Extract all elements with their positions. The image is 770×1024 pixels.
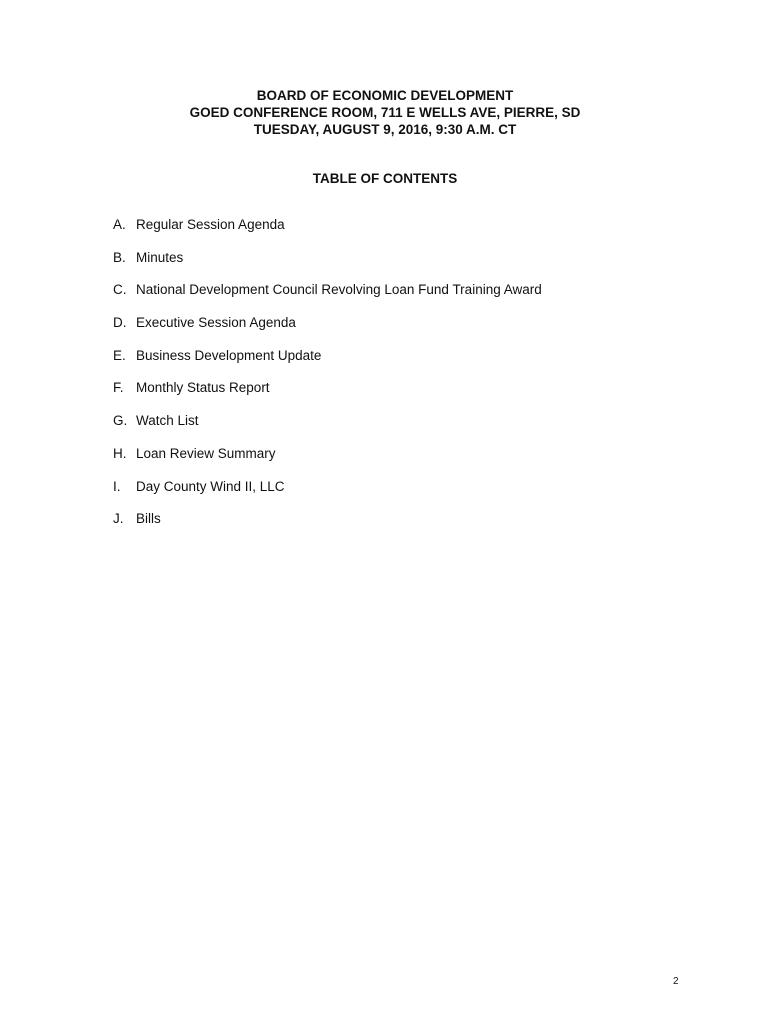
toc-item-executive-session-agenda [113, 314, 542, 347]
page-number: 2 [673, 976, 679, 987]
toc-item-business-development-update [113, 347, 542, 380]
toc-item-monthly-status-report [113, 379, 542, 412]
toc-item-loan-review-summary [113, 445, 542, 478]
toc-list [113, 216, 542, 543]
toc-item-label: Executive Session Agenda [136, 315, 296, 331]
header-date: TUESDAY, AUGUST 9, 2016, 9:30 A.M. CT [253, 122, 517, 137]
document-header [0, 87, 770, 138]
toc-item-letter: C. [113, 282, 127, 298]
toc-item-label: National Development Council Revolving Loan Fund Training Award [136, 282, 542, 298]
toc-item-letter: A. [113, 217, 126, 232]
toc-item-letter: H. [113, 445, 127, 461]
toc-item-letter: B. [113, 249, 126, 265]
toc-item-label: Bills [136, 511, 161, 527]
toc-item-day-county-wind [113, 478, 542, 511]
toc-item-label: Minutes [136, 249, 184, 265]
toc-item-letter: G. [113, 413, 128, 429]
toc-item-letter: E. [113, 347, 126, 363]
toc-item-label: Loan Review Summary [136, 445, 276, 461]
toc-item-label: Business Development Update [136, 347, 322, 363]
toc-item-label: Monthly Status Report [136, 380, 270, 396]
header-title: BOARD OF ECONOMIC DEVELOPMENT [256, 88, 514, 103]
toc-item-bills [113, 510, 542, 543]
toc-item-label: Day County Wind II, LLC [136, 478, 285, 494]
toc-item-ndc-training-award [113, 281, 542, 314]
toc-item-letter: F. [113, 380, 124, 396]
toc-item-letter: J. [113, 511, 124, 527]
toc-item-label: Regular Session Agenda [136, 217, 285, 232]
toc-item-letter: I. [113, 478, 121, 494]
toc-item-letter: D. [113, 315, 127, 331]
toc-title: TABLE OF CONTENTS [312, 171, 458, 186]
header-location: GOED CONFERENCE ROOM, 711 E WELLS AVE, PIERRE, SD [189, 105, 581, 120]
toc-item-watch-list [113, 412, 542, 445]
toc-item-label: Watch List [136, 413, 199, 429]
toc-item-minutes [113, 249, 542, 282]
toc-item-regular-session-agenda [113, 216, 542, 249]
